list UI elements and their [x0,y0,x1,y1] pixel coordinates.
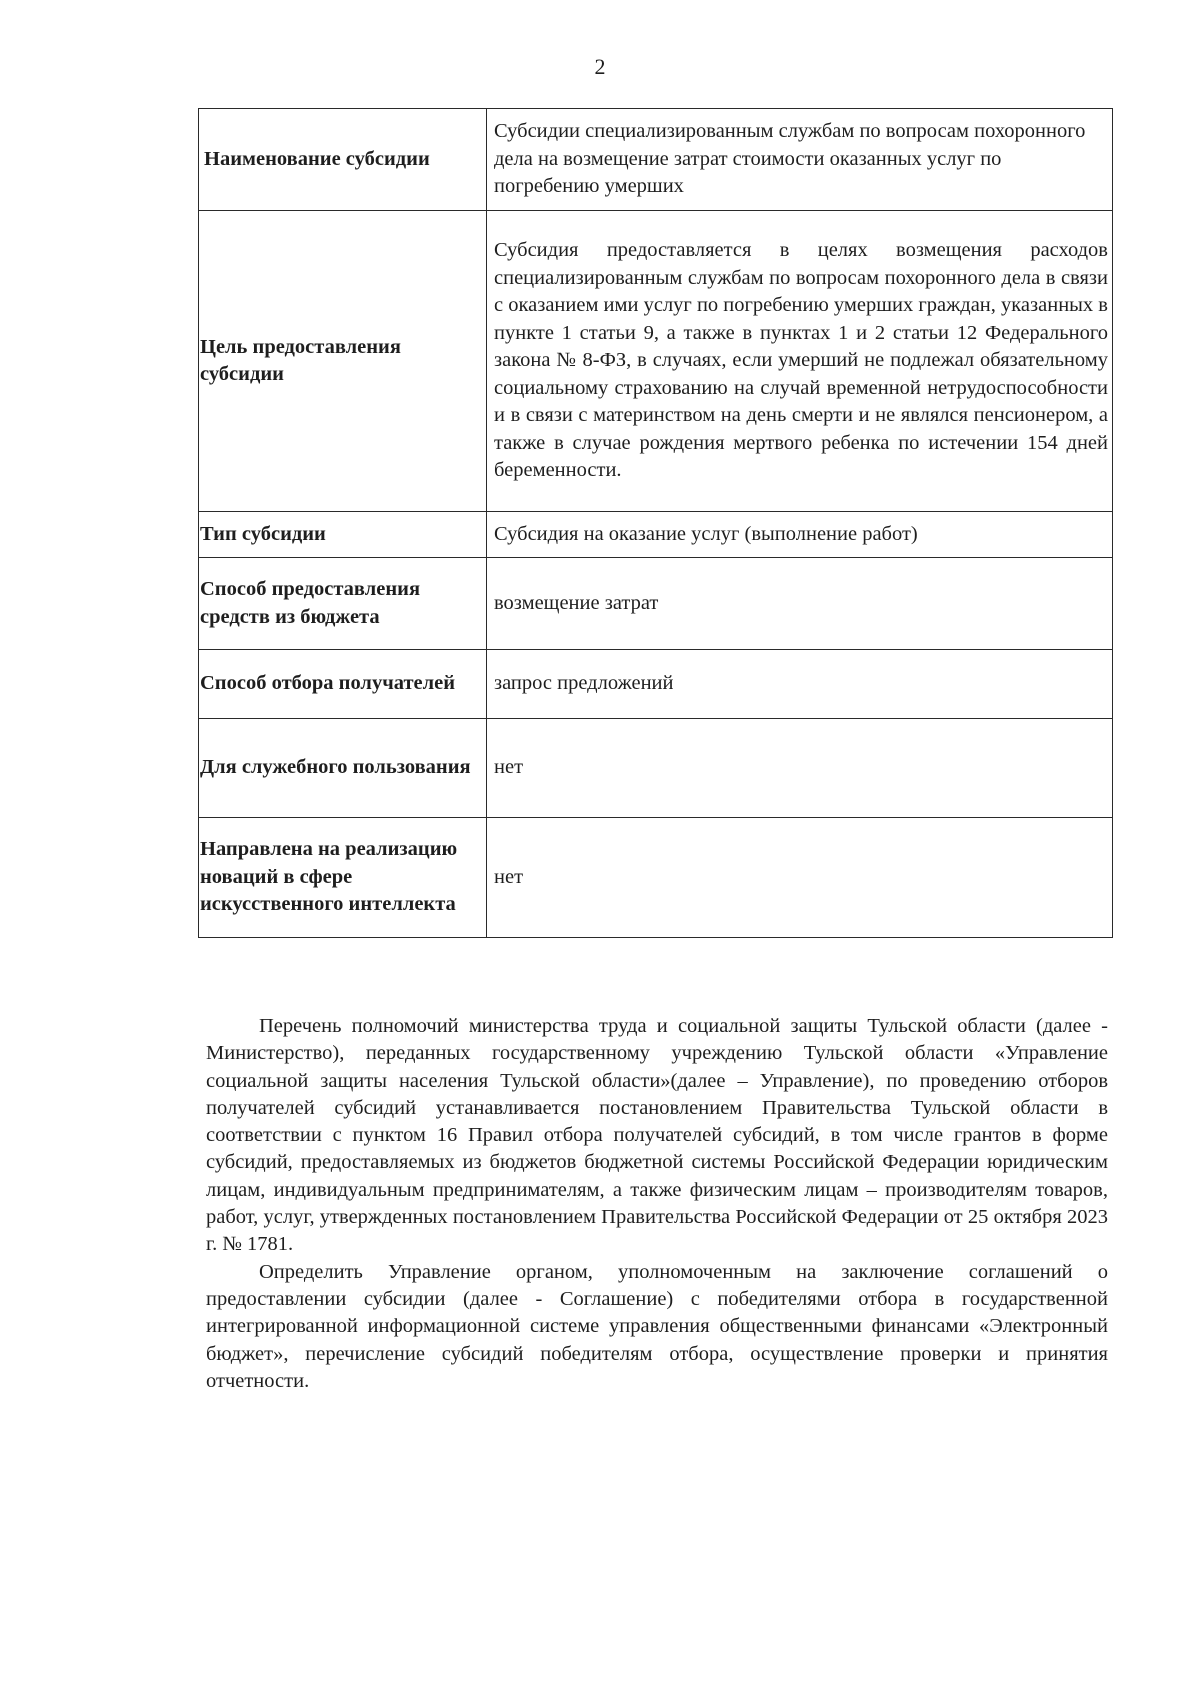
page-number: 2 [594,54,606,79]
row-value-subsidy-name: Субсидии специализированным службам по вопросам похоронного дела на возмещение затрат стоимости оказанных услуг по погребению умерших [487,109,1113,211]
table-row-subsidy-type [199,512,1113,558]
table-row-subsidy-name [199,109,1113,211]
row-value-subsidy-type: Субсидия на оказание услуг (выполнение работ) [487,512,1113,558]
row-value-ai-innovation: нет [487,818,1113,938]
paragraph-powers-list: Перечень полномочий министерства труда и социальной защиты Тульской области (далее - Министерство), переданных государственному учреждению Тульской области «Управление социальной защиты населения Тульской области»(далее – Управление), по проведению отборов получателей субсидий устанавливается постановлением Правительства Тульской области в соответствии с пунктом 16 Правил отбора получателей субсидий, в том числе грантов в форме субсидий, предоставляемых из бюджетов бюджетной системы Российской Федерации юридическим лицам, индивидуальным предпринимателям, а также физическим лицам – производителям товаров, работ, услуг, утвержденных постановлением Правительства Российской Федерации от 25 октября 2023 г. № 1781. [206,1015,1108,1256]
row-label-ai-innovation: Направлена на реализацию новаций в сфере искусственного интеллекта [199,818,487,938]
row-label-subsidy-name: Наименование субсидии [199,109,487,211]
row-label-selection-method: Способ отбора получателей [199,650,487,719]
table-row-ai-innovation [199,818,1113,938]
row-value-selection-method: запрос предложений [487,650,1113,719]
table-row-provision-method [199,558,1113,650]
body-text [206,1013,1108,1395]
subsidy-info-table [198,108,1113,938]
row-label-provision-method: Способ предоставления средств из бюджета [199,558,487,650]
row-value-provision-method: возмещение затрат [487,558,1113,650]
row-value-official-use: нет [487,719,1113,818]
table-row-official-use [199,719,1113,818]
row-label-purpose: Цель предоставления субсидии [199,211,487,512]
row-label-subsidy-type: Тип субсидии [199,512,487,558]
table-row-selection-method [199,650,1113,719]
row-value-purpose: Субсидия предоставляется в целях возмещения расходов специализированным службам по вопросам похоронного дела в связи с оказанием ими услуг по погребению умерших граждан, указанных в пункте 1 статьи 9, а также в пунктах 1 и 2 статьи 12 Федерального закона № 8-ФЗ, в случаях, если умерший не подлежал обязательному социальному страхованию на случай временной нетрудоспособности и в связи с материнством на день смерти и не являлся пенсионером, а также в случае рождения мертвого ребенка по истечении 154 дней беременности. [487,211,1113,512]
table-row-purpose [199,211,1113,512]
row-label-official-use: Для служебного пользования [199,719,487,818]
paragraph-authorized-body: Определить Управление органом, уполномоченным на заключение соглашений о предоставлении субсидии (далее - Соглашение) с победителями отбора в государственной интегрированной информационной системе управления общественными финансами «Электронный бюджет», перечисление субсидий победителям отбора, осуществление проверки и принятия отчетности. [206,1260,1108,1392]
